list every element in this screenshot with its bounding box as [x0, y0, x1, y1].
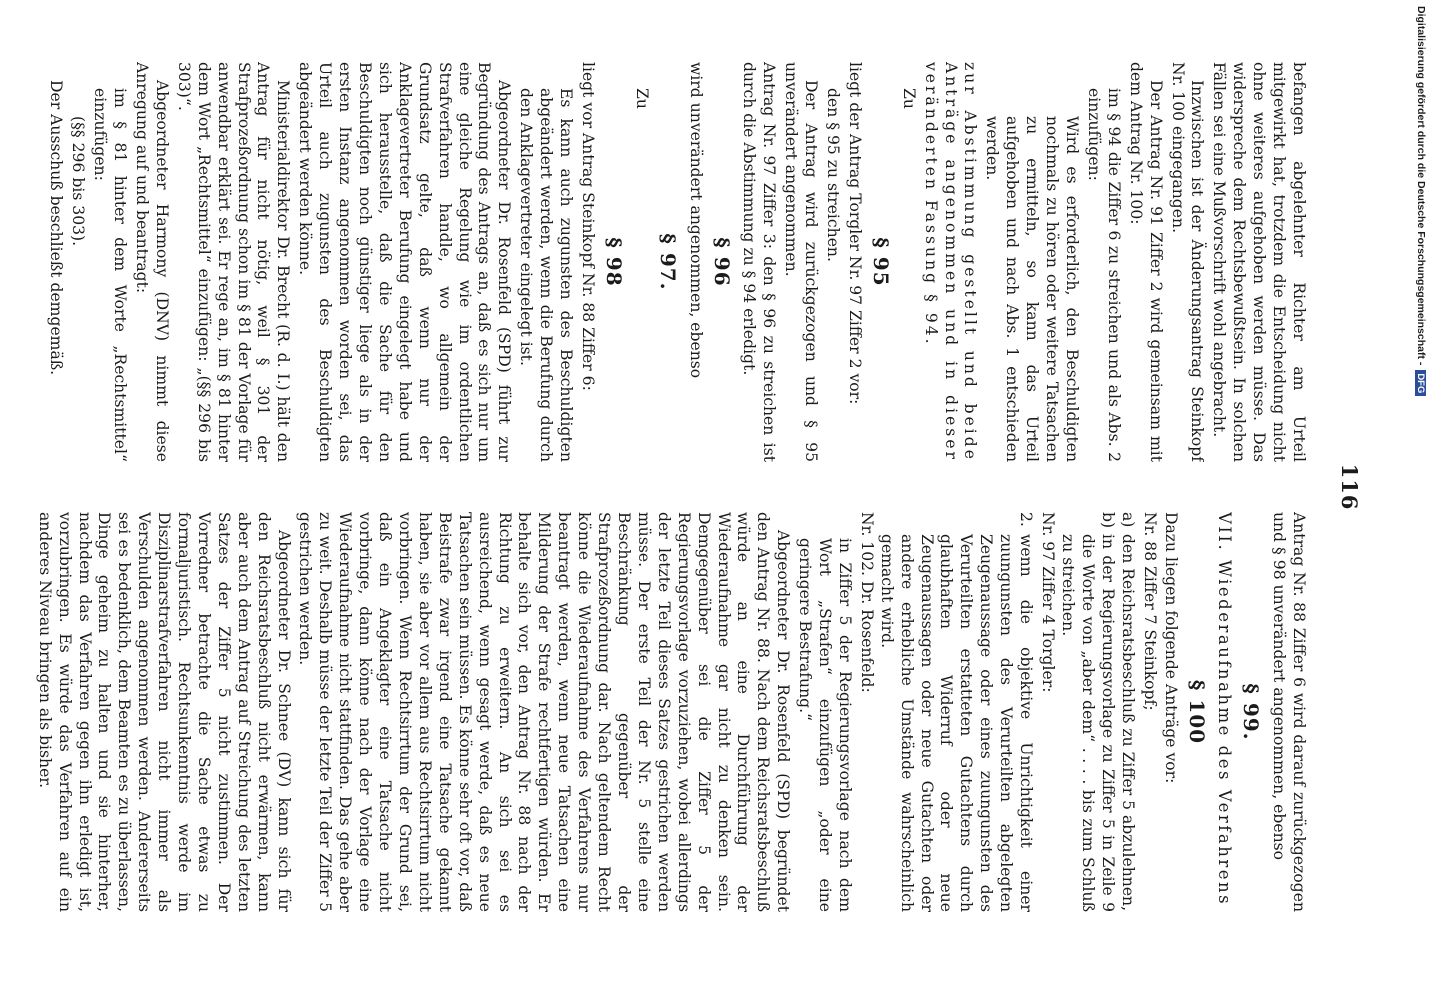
paragraph: wird unverändert angenommen, ebenso	[686, 62, 705, 379]
paragraph: Abgeordneter Dr. Rosenfeld (SPD) führt zur Begründung des Antrags an, daß es sich nur um eine gleiche Regelung wie im ordentlichen Strafverfahren handle, wo allgemein der Grundsatz gelte, daß wenn nur der Anklagevertreter Berufung eingelegt habe und sich herausstelle, daß die Sache für den Beschuldigten noch günstiger liege als in der ersten Instanz angenommen worden sei, das Urteil auch zugunsten des Beschuldigten abgeändert werden könne.	[296, 62, 514, 462]
section-heading: § 98	[601, 237, 626, 287]
paragraph: Antrag Nr. 97 Ziffer 3: den § 96 zu streichen ist durch die Abstimmung zu § 94 erledigt.	[740, 62, 779, 462]
list-item	[1117, 512, 1137, 912]
motion-title: Nr. 102. Dr. Rosenfeld:	[857, 512, 876, 693]
quoted-motion: Wird es erforderlich, den Beschuldigten nochmals zu hören oder weitere Tatsachen zu ermitteln, so kann das Urteil aufgehoben und nach Abs. 1 entschieden werden.	[983, 116, 1082, 462]
page-number: 116	[1337, 463, 1362, 511]
dfg-logo: DFG	[1415, 370, 1426, 396]
list-item	[876, 512, 1035, 912]
list-marker: a)	[1118, 512, 1137, 528]
paragraph: Antrag Nr. 88 Ziffer 6 wird darauf zurückgezogen und § 98 unverändert angenommen, ebenso	[1270, 512, 1308, 912]
quoted-motion: (§§ 296 bis 303).	[69, 116, 88, 247]
paragraph: liegt vor Antrag Steinkopf Nr. 88 Ziffer 6:	[579, 62, 597, 391]
section-heading: § 97.	[655, 233, 680, 291]
section-intro: Zu	[899, 88, 918, 109]
paragraph: Abgeordneter Dr. Rosenfeld (SPD) begründet den Antrag Nr. 88. Nach dem Reichsratsbeschluß würde an eine Durchführung der Wiederaufnahme gar nicht zu denken sein. Demgegenüber sei die Ziffer 5 der Regierungsvorlage vorzuziehen, wobei allerdings der letzte Teil dieses Satzes gestrichen werden müsse. Der erste Teil der Nr. 5 stelle eine Beschränkung gegenüber der Strafprozeßordnung dar. Nach geltendem Recht könne die Wiederaufnahme des Verfahrens nur beantragt werden, wenn neue Tatsachen eine Milderung der Strafe rechtfertigen würden. Er behalte sich vor, den Antrag Nr. 88 nach der Richtung zu erweitern. An sich sei es ausreichend, wenn gesagt werde, daß es neue Tatsachen sein müssen. Es könne sehr oft vor, daß Beistrafe zwar irgend eine Tatsache gekannt haben, sie aber vor allem aus Rechtsirrtum nicht vorbringen. Wenn Rechtsirrtum der Grund sei, daß ein Angeklagter eine Tatsache nicht vorbringe, dann könne nach der Vorlage eine Wiederaufnahme nicht stattfinden. Das gehe aber zu weit. Deshalb müsse der letzte Teil der Ziffer 5 gestrichen werden.	[296, 512, 793, 912]
motion-title: Nr. 88 Ziffer 7 Steinkopf;	[1140, 512, 1159, 711]
funding-text: Digitalisierung gefördert durch die Deutsche Forschungsgemeinschaft -	[1415, 6, 1427, 366]
paragraph: Inzwischen ist der Änderungsantrag Steinkopf Nr. 100 eingegangen.	[1168, 62, 1207, 462]
list-text: wenn die objektive Unrichtigkeit einer zuungunsten des Verurteilten abgelegten Zeugenaussage oder eines zuungunsten des Verurteilten erstatteten Gutachtens durch glaubhaften Widerruf oder neue Zeugenaussagen oder neue Gutachten oder andere erhebliche Umstände wahrscheinlich gemacht wird.	[877, 534, 1036, 912]
paragraph: Der Antrag wird zurückgezogen und § 95 unverändert angenommen.	[782, 62, 821, 462]
quoted-motion: in Ziffer 5 der Regierungsvorlage nach dem Wort „Strafen“ einzufügen „oder eine geringere Bestrafung.“	[796, 538, 854, 912]
list-item	[1057, 512, 1117, 912]
left-column	[44, 62, 1308, 462]
paragraph: befangen abgelehnter Richter am Urteil mitgewirkt hat, trotzdem die Entscheidung nicht ohne weiteres aufgehoben werden müsse. Das widerspreche dem Rechtsbewußtsein. In solchen Fällen sei eine Mußvorschrift wohl angebracht.	[1210, 62, 1308, 462]
section-heading: § 100	[1185, 679, 1210, 745]
paragraph: Der Antrag Nr. 91 Ziffer 2 wird gemeinsam mit dem Antrag Nr. 100:	[1126, 62, 1165, 462]
paragraph: zur Abstimmung gestellt und beide Anträge angenommen und in dieser veränderten Fassung § 94.	[921, 62, 980, 462]
paragraph: Ministerialdirektor Dr. Brecht (R. d. I.) hält den Antrag für nicht nötig, weil § 301 der Strafprozeßordnung schon im § 81 der Vorlage für anwendbar erklärt sei. Er rege an, im § 81 hinter dem Wort „Rechtsmittel“ einzufügen: „(§§ 296 bis 303)“.	[174, 62, 293, 462]
paragraph: Abgeordneter Dr. Schnee (DV) kann sich für den Reichsratsbeschluß nicht erwärmen, kann aber auch dem Antrag auf Streichung des letzten Satzes der Ziffer 5 nicht zustimmen. Der Vorredner betrachte die Sache etwas zu formaljuristisch. Rechtsunkenntnis werde im Disziplinarstrafverfahren nicht immer als Verschulden angenommen werden. Andererseits sei es bedenklich, dem Beamten es zu überlassen, Dinge geheim zu halten und sie hinterher, nachdem das Verfahren gegen ihn erledigt ist, vorzubringen. Es würde das Verfahren auf ein anderes Niveau bringen als bisher.	[35, 512, 293, 912]
list-marker: 2.	[1017, 512, 1036, 527]
section-intro: Zu	[632, 88, 651, 109]
list-text: in der Regierungsvorlage zu Ziffer 5 in Zeile 9 die Worte von „aber dem“ . . . . bis zum Schluß zu streichen.	[1058, 534, 1117, 912]
paragraph: Der Ausschuß beschließt demgemäß.	[47, 80, 66, 376]
list-marker: b)	[1098, 512, 1117, 529]
quoted-motion: den § 95 zu streichen.	[824, 88, 843, 262]
section-heading: § 99.	[1239, 683, 1264, 741]
list-text: den Reichsratsbeschluß zu Ziffer 5 abzulehnen,	[1118, 534, 1137, 912]
quoted-motion: im § 81 hinter dem Worte „Rechtsmittel“ einzufügen:	[91, 88, 130, 462]
section-heading: § 96	[709, 237, 734, 287]
paragraph: liegt der Antrag Torgler Nr. 97 Ziffer 2 vor:	[845, 62, 864, 405]
paragraph: Abgeordneter Harmony (DNV) nimmt diese Anregung auf und beantragt:	[133, 62, 171, 462]
quoted-motion: im § 94 die Ziffer 6 zu streichen und als Abs. 2 einzufügen:	[1084, 88, 1123, 462]
quoted-motion: Es kann auch zugunsten des Beschuldigten abgeändert werden, wenn die Berufung durch den Anklagevertreter eingelegt ist.	[517, 88, 576, 462]
paragraph: Dazu liegen folgende Anträge vor:	[1162, 512, 1181, 784]
right-column	[32, 512, 1308, 912]
chapter-heading: VII. Wiederaufnahme des Verfahrens	[1215, 512, 1235, 907]
motion-title: Nr. 97 Ziffer 4 Torgler:	[1039, 512, 1058, 693]
funding-note	[1415, 6, 1427, 396]
scanned-page	[35, 62, 1363, 912]
section-heading: § 95	[868, 237, 893, 287]
